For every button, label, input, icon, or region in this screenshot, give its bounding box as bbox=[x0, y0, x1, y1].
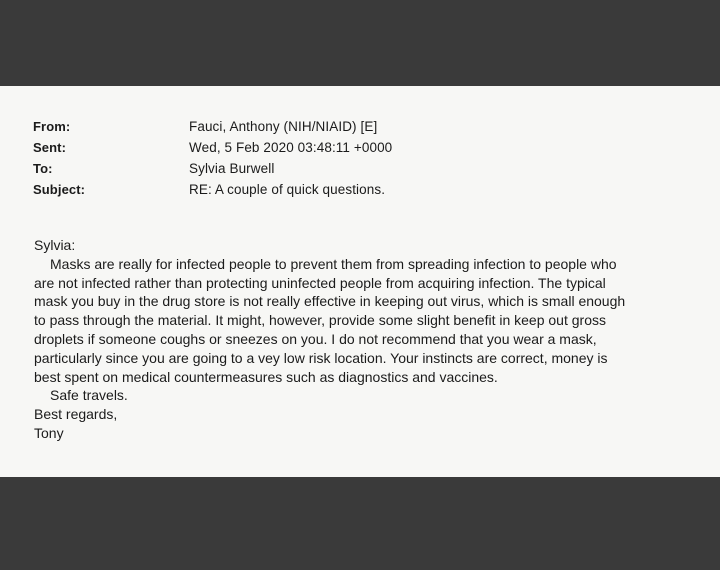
body-line: are not infected rather than protecting uninfected people from acquiring infection. The typical bbox=[34, 274, 606, 291]
email-headers bbox=[33, 116, 693, 200]
to-label: To: bbox=[33, 161, 53, 176]
sent-value: Wed, 5 Feb 2020 03:48:11 +0000 bbox=[189, 140, 393, 155]
to-value: Sylvia Burwell bbox=[189, 161, 275, 176]
subject-value: RE: A couple of quick questions. bbox=[189, 182, 386, 197]
body-line: Masks are really for infected people to prevent them from spreading infection to people who bbox=[50, 255, 617, 272]
body-line: droplets if someone coughs or sneezes on you. I do not recommend that you wear a mask, bbox=[34, 330, 597, 347]
body-line: particularly since you are going to a vey low risk location. Your instincts are correct, money is bbox=[34, 349, 608, 366]
signature: Tony bbox=[34, 424, 64, 441]
header-row-subject bbox=[33, 179, 693, 200]
top-dark-band bbox=[0, 0, 720, 86]
body-line: to pass through the material. It might, however, provide some slight benefit in keep out gross bbox=[34, 312, 606, 329]
header-row-to bbox=[33, 158, 693, 179]
email-document bbox=[0, 86, 720, 477]
email-body bbox=[34, 236, 710, 443]
body-line: mask you buy in the drug store is not really effective in keeping out virus, which is small enough bbox=[34, 293, 626, 310]
from-label: From: bbox=[33, 119, 71, 134]
from-value: Fauci, Anthony (NIH/NIAID) [E] bbox=[189, 119, 378, 134]
closing-line: Safe travels. bbox=[50, 387, 128, 404]
subject-label: Subject: bbox=[33, 182, 86, 197]
body-line: best spent on medical countermeasures such as diagnostics and vaccines. bbox=[34, 368, 498, 385]
bottom-dark-band bbox=[0, 477, 720, 570]
sent-label: Sent: bbox=[33, 140, 66, 155]
sign-off: Best regards, bbox=[34, 406, 118, 423]
header-row-from bbox=[33, 116, 693, 137]
greeting: Sylvia: bbox=[34, 237, 76, 253]
header-row-sent bbox=[33, 137, 693, 158]
